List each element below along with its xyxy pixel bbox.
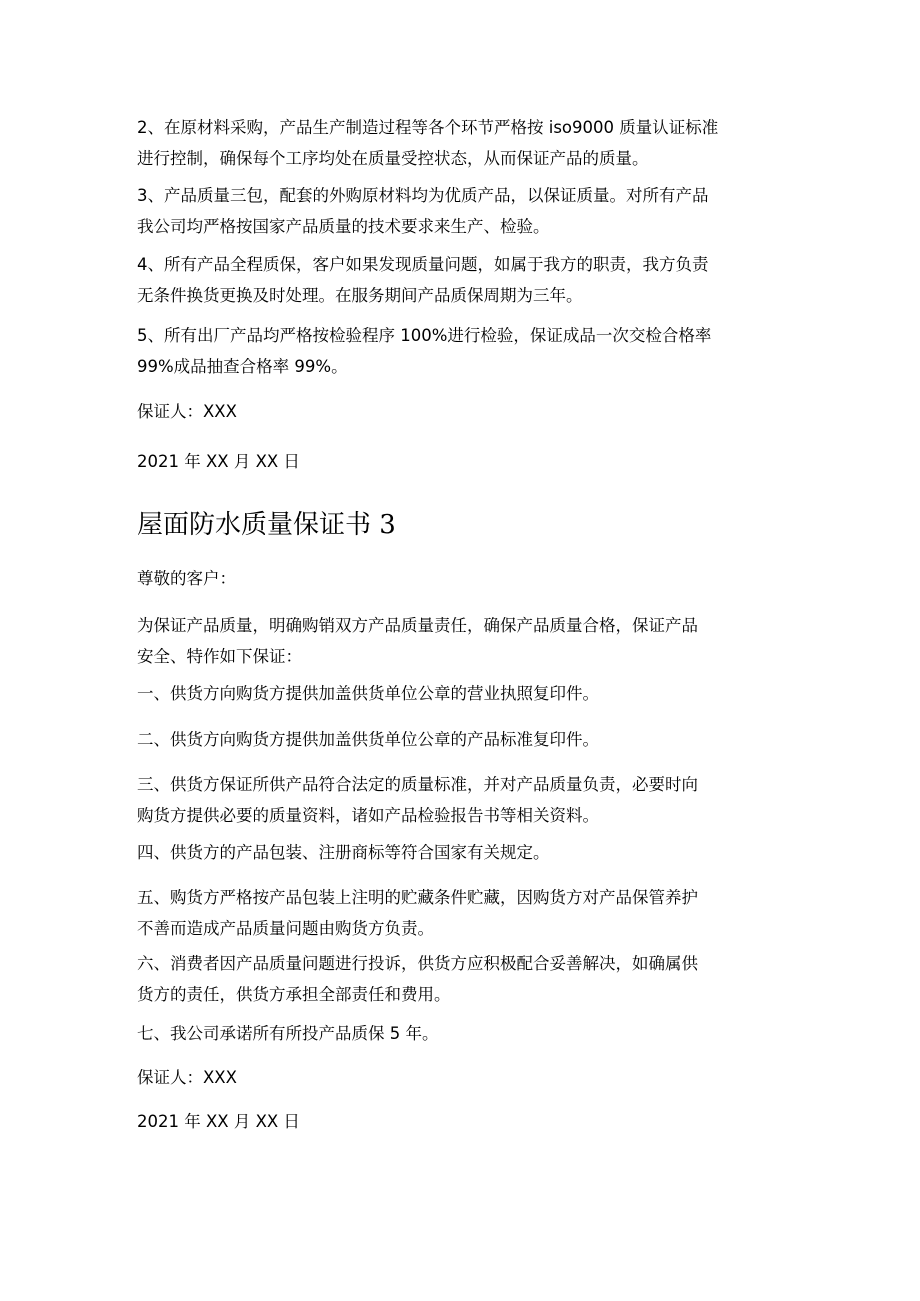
clause-5 [137, 320, 777, 382]
provision-1 [137, 678, 777, 709]
clause-2 [137, 112, 777, 174]
provision-5-line-1: 五、购货方严格按产品包装上注明的贮藏条件贮藏，因购货方对产品保管养护 [137, 888, 698, 907]
date-text: 2021 年 XX 月 XX 日 [137, 452, 300, 471]
provision-5-line-2: 不善而造成产品质量问题由购货方负责。 [137, 919, 434, 938]
provision-7 [137, 1018, 777, 1049]
clause-5-line-1: 5、所有出厂产品均严格按检验程序 100%进行检验，保证成品一次交检合格率 [137, 326, 712, 345]
provision-7-line-1: 七、我公司承诺所有所投产品质保 5 年。 [137, 1024, 439, 1043]
intro-paragraph [137, 610, 777, 672]
provision-2-line-1: 二、供货方向购货方提供加盖供货单位公章的产品标准复印件。 [137, 730, 599, 749]
provision-5 [137, 882, 777, 944]
provision-2 [137, 724, 777, 755]
section3-guarantor-line [137, 1062, 777, 1093]
clause-4-line-2: 无条件换货更换及时处理。在服务期间产品质保周期为三年。 [137, 286, 583, 305]
clause-4-line-1: 4、所有产品全程质保，客户如果发现质量问题，如属于我方的职责，我方负责 [137, 255, 709, 274]
intro-line-1: 为保证产品质量，明确购销双方产品质量责任，确保产品质量合格，保证产品 [137, 616, 698, 635]
date-line [137, 446, 777, 477]
clause-2-line-2: 进行控制，确保每个工序均处在质量受控状态，从而保证产品的质量。 [137, 149, 649, 168]
clause-2-line-1: 2、在原材料采购，产品生产制造过程等各个环节严格按 iso9000 质量认证标准 [137, 118, 719, 137]
clause-3-line-2: 我公司均严格按国家产品质量的技术要求来生产、检验。 [137, 217, 550, 236]
provision-6-line-1: 六、消费者因产品质量问题进行投诉，供货方应积极配合妥善解决，如确属供 [137, 954, 698, 973]
salutation-text: 尊敬的客户： [137, 569, 236, 588]
guarantor-text: 保证人：XXX [137, 402, 237, 421]
section3-guarantor-text: 保证人：XXX [137, 1068, 237, 1087]
section3-date-text: 2021 年 XX 月 XX 日 [137, 1112, 300, 1131]
provision-4 [137, 837, 777, 868]
section3-date-line [137, 1106, 777, 1137]
provision-4-line-1: 四、供货方的产品包装、注册商标等符合国家有关规定。 [137, 843, 550, 862]
clause-3 [137, 180, 777, 242]
clause-5-line-2: 99%成品抽查合格率 99%。 [137, 357, 348, 376]
provision-3-line-2: 购货方提供必要的质量资料，诸如产品检验报告书等相关资料。 [137, 806, 599, 825]
provision-3 [137, 769, 777, 831]
provision-3-line-1: 三、供货方保证所供产品符合法定的质量标准，并对产品质量负责，必要时向 [137, 775, 698, 794]
clause-3-line-1: 3、产品质量三包，配套的外购原材料均为优质产品，以保证质量。对所有产品 [137, 186, 709, 205]
provision-6 [137, 948, 777, 1010]
guarantor-line [137, 396, 777, 427]
provision-1-line-1: 一、供货方向购货方提供加盖供货单位公章的营业执照复印件。 [137, 684, 599, 703]
salutation [137, 563, 777, 594]
intro-line-2: 安全、特作如下保证： [137, 647, 302, 666]
section-title: 屋面防水质量保证书 3 [137, 510, 396, 540]
provision-6-line-2: 货方的责任，供货方承担全部责任和费用。 [137, 985, 451, 1004]
clause-4 [137, 249, 777, 311]
